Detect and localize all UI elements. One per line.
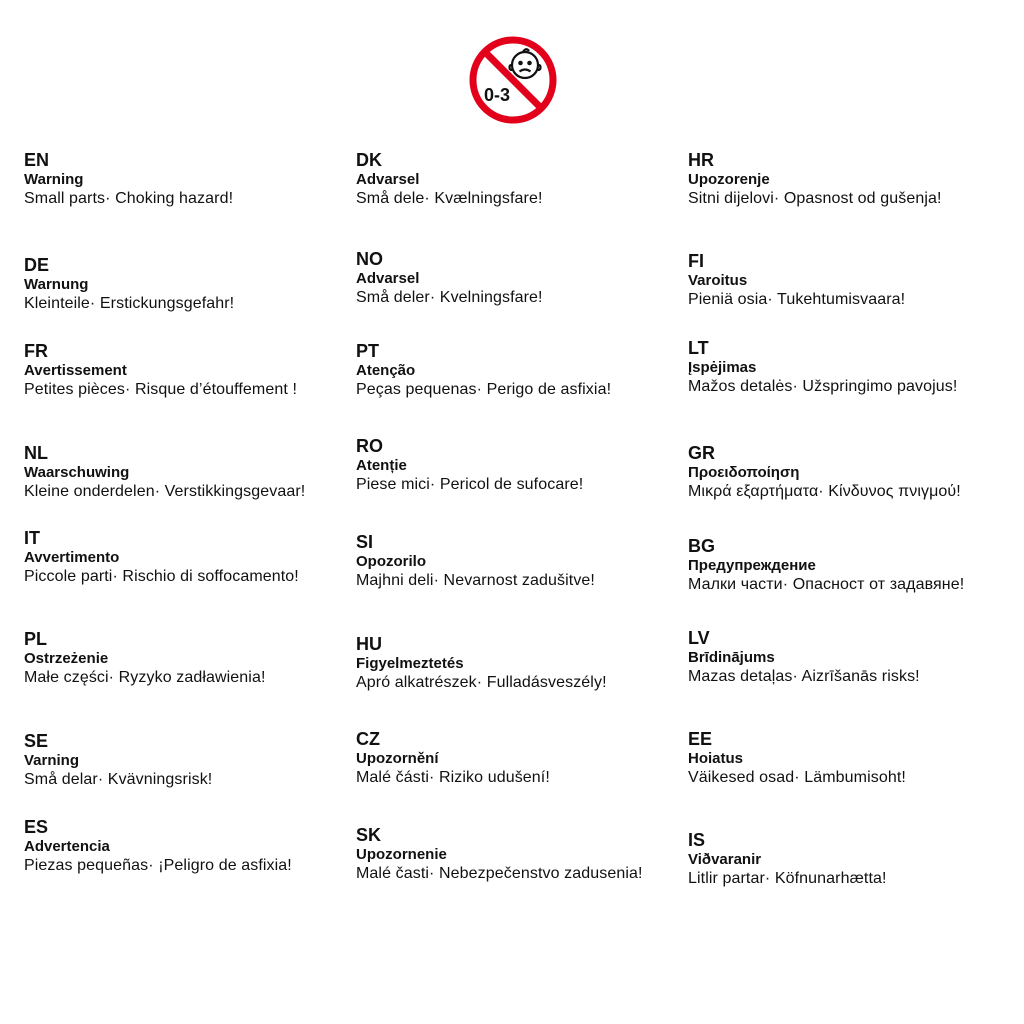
warning-bg bbox=[688, 536, 964, 594]
warning-text: Mazas detaļas· Aizrīšanās risks! bbox=[688, 668, 920, 685]
warning-it bbox=[24, 528, 299, 586]
warning-title: Varning bbox=[24, 752, 80, 769]
warning-is bbox=[688, 830, 887, 888]
warning-dk bbox=[356, 150, 543, 208]
age-label: 0-3 bbox=[483, 85, 511, 105]
language-code: IS bbox=[688, 830, 706, 850]
warning-text: Litlir partar· Köfnunarhætta! bbox=[688, 870, 887, 887]
warning-lv bbox=[688, 628, 920, 686]
language-code: NO bbox=[356, 249, 383, 269]
warning-cz bbox=[356, 729, 550, 787]
warning-pl bbox=[24, 629, 266, 687]
warning-nl bbox=[24, 443, 305, 501]
warning-title: Varoitus bbox=[688, 272, 748, 289]
warning-text: Малки части· Опасност от задавяне! bbox=[688, 576, 965, 593]
no-children-under-3-icon bbox=[467, 34, 559, 126]
language-code: EN bbox=[24, 150, 50, 170]
language-code: NL bbox=[24, 443, 48, 463]
warning-text: Piccole parti· Rischio di soffocamento! bbox=[24, 568, 299, 585]
language-code: EE bbox=[688, 729, 713, 749]
language-code: BG bbox=[688, 536, 715, 556]
warning-hu bbox=[356, 634, 607, 692]
warning-sk bbox=[356, 825, 643, 883]
warning-text: Mažos detalės· Užspringimo pavojus! bbox=[688, 378, 958, 395]
warning-text: Små delar· Kvävningsrisk! bbox=[24, 771, 213, 788]
warning-title: Προειδοποίηση bbox=[688, 464, 800, 481]
warning-title: Warning bbox=[24, 171, 84, 188]
warning-text: Majhni deli· Nevarnost zadušitve! bbox=[356, 572, 595, 589]
language-code: PL bbox=[24, 629, 48, 649]
language-code: SI bbox=[356, 532, 374, 552]
language-code: SK bbox=[356, 825, 382, 845]
warning-text: Malé časti· Nebezpečenstvo zadusenia! bbox=[356, 865, 643, 882]
warning-es bbox=[24, 817, 292, 875]
warning-title: Viðvaranir bbox=[688, 851, 762, 868]
warning-title: Opozorilo bbox=[356, 553, 426, 570]
warning-title: Atenção bbox=[356, 362, 416, 379]
warning-title: Avertissement bbox=[24, 362, 127, 379]
warning-se bbox=[24, 731, 212, 789]
warning-text: Små deler· Kvelningsfare! bbox=[356, 289, 543, 306]
warning-text: Väikesed osad· Lämbumisoht! bbox=[688, 769, 906, 786]
warning-title: Brīdinājums bbox=[688, 649, 775, 666]
warning-gr bbox=[688, 443, 961, 501]
language-code: DE bbox=[24, 255, 50, 275]
warning-en bbox=[24, 150, 233, 208]
warning-hr bbox=[688, 150, 942, 208]
warning-title: Figyelmeztetés bbox=[356, 655, 464, 672]
language-code: DK bbox=[356, 150, 382, 170]
warning-title: Waarschuwing bbox=[24, 464, 130, 481]
warning-text: Small parts· Choking hazard! bbox=[24, 190, 234, 207]
language-code: HU bbox=[356, 634, 382, 654]
warning-title: Advertencia bbox=[24, 838, 110, 855]
warning-title: Advarsel bbox=[356, 171, 420, 188]
warning-title: Atenție bbox=[356, 457, 407, 474]
warning-si bbox=[356, 532, 595, 590]
warning-text: Apró alkatrészek· Fulladásveszély! bbox=[356, 674, 607, 691]
language-code: ES bbox=[24, 817, 49, 837]
language-code: SE bbox=[24, 731, 49, 751]
warning-title: Upozorenje bbox=[688, 171, 770, 188]
warning-text: Małe części· Ryzyko zadławienia! bbox=[24, 669, 266, 686]
warning-title: Ostrzeżenie bbox=[24, 650, 109, 667]
warning-text: Malé části· Riziko udušení! bbox=[356, 769, 550, 786]
warning-title: Avvertimento bbox=[24, 549, 120, 566]
warning-lt bbox=[688, 338, 957, 396]
warning-text: Μικρά εξαρτήματα· Κίνδυνος πνιγμού! bbox=[688, 483, 961, 500]
warning-text: Pieniä osia· Tukehtumisvaara! bbox=[688, 291, 906, 308]
warning-fi bbox=[688, 251, 905, 309]
language-code: CZ bbox=[356, 729, 380, 749]
warning-text: Sitni dijelovi· Opasnost od gušenja! bbox=[688, 190, 942, 207]
warning-text: Peças pequenas· Perigo de asfixia! bbox=[356, 381, 612, 398]
warning-text: Piezas pequeñas· ¡Peligro de asfixia! bbox=[24, 857, 292, 874]
language-code: FI bbox=[688, 251, 704, 271]
warning-de bbox=[24, 255, 234, 313]
language-code: LV bbox=[688, 628, 710, 648]
warning-text: Piese mici· Pericol de sufocare! bbox=[356, 476, 584, 493]
warning-text: Petites pièces· Risque d’étouffement ! bbox=[24, 381, 297, 398]
warning-title: Upozornění bbox=[356, 750, 439, 767]
language-code: RO bbox=[356, 436, 383, 456]
warning-title: Предупреждение bbox=[688, 557, 816, 574]
warning-text: Små dele· Kvælningsfare! bbox=[356, 190, 543, 207]
warning-title: Warnung bbox=[24, 276, 89, 293]
warning-title: Hoiatus bbox=[688, 750, 744, 767]
warning-text: Kleine onderdelen· Verstikkingsgevaar! bbox=[24, 483, 306, 500]
warning-ee bbox=[688, 729, 906, 787]
language-code: LT bbox=[688, 338, 709, 358]
warning-text: Kleinteile· Erstickungsgefahr! bbox=[24, 295, 235, 312]
warning-fr bbox=[24, 341, 297, 399]
warning-ro bbox=[356, 436, 583, 494]
language-code: HR bbox=[688, 150, 714, 170]
language-code: PT bbox=[356, 341, 380, 361]
language-code: IT bbox=[24, 528, 40, 548]
warning-title: Advarsel bbox=[356, 270, 420, 287]
language-code: GR bbox=[688, 443, 715, 463]
warning-pt bbox=[356, 341, 611, 399]
warning-title: Upozornenie bbox=[356, 846, 447, 863]
warning-no bbox=[356, 249, 543, 307]
warning-title: Įspėjimas bbox=[688, 359, 757, 376]
language-code: FR bbox=[24, 341, 48, 361]
